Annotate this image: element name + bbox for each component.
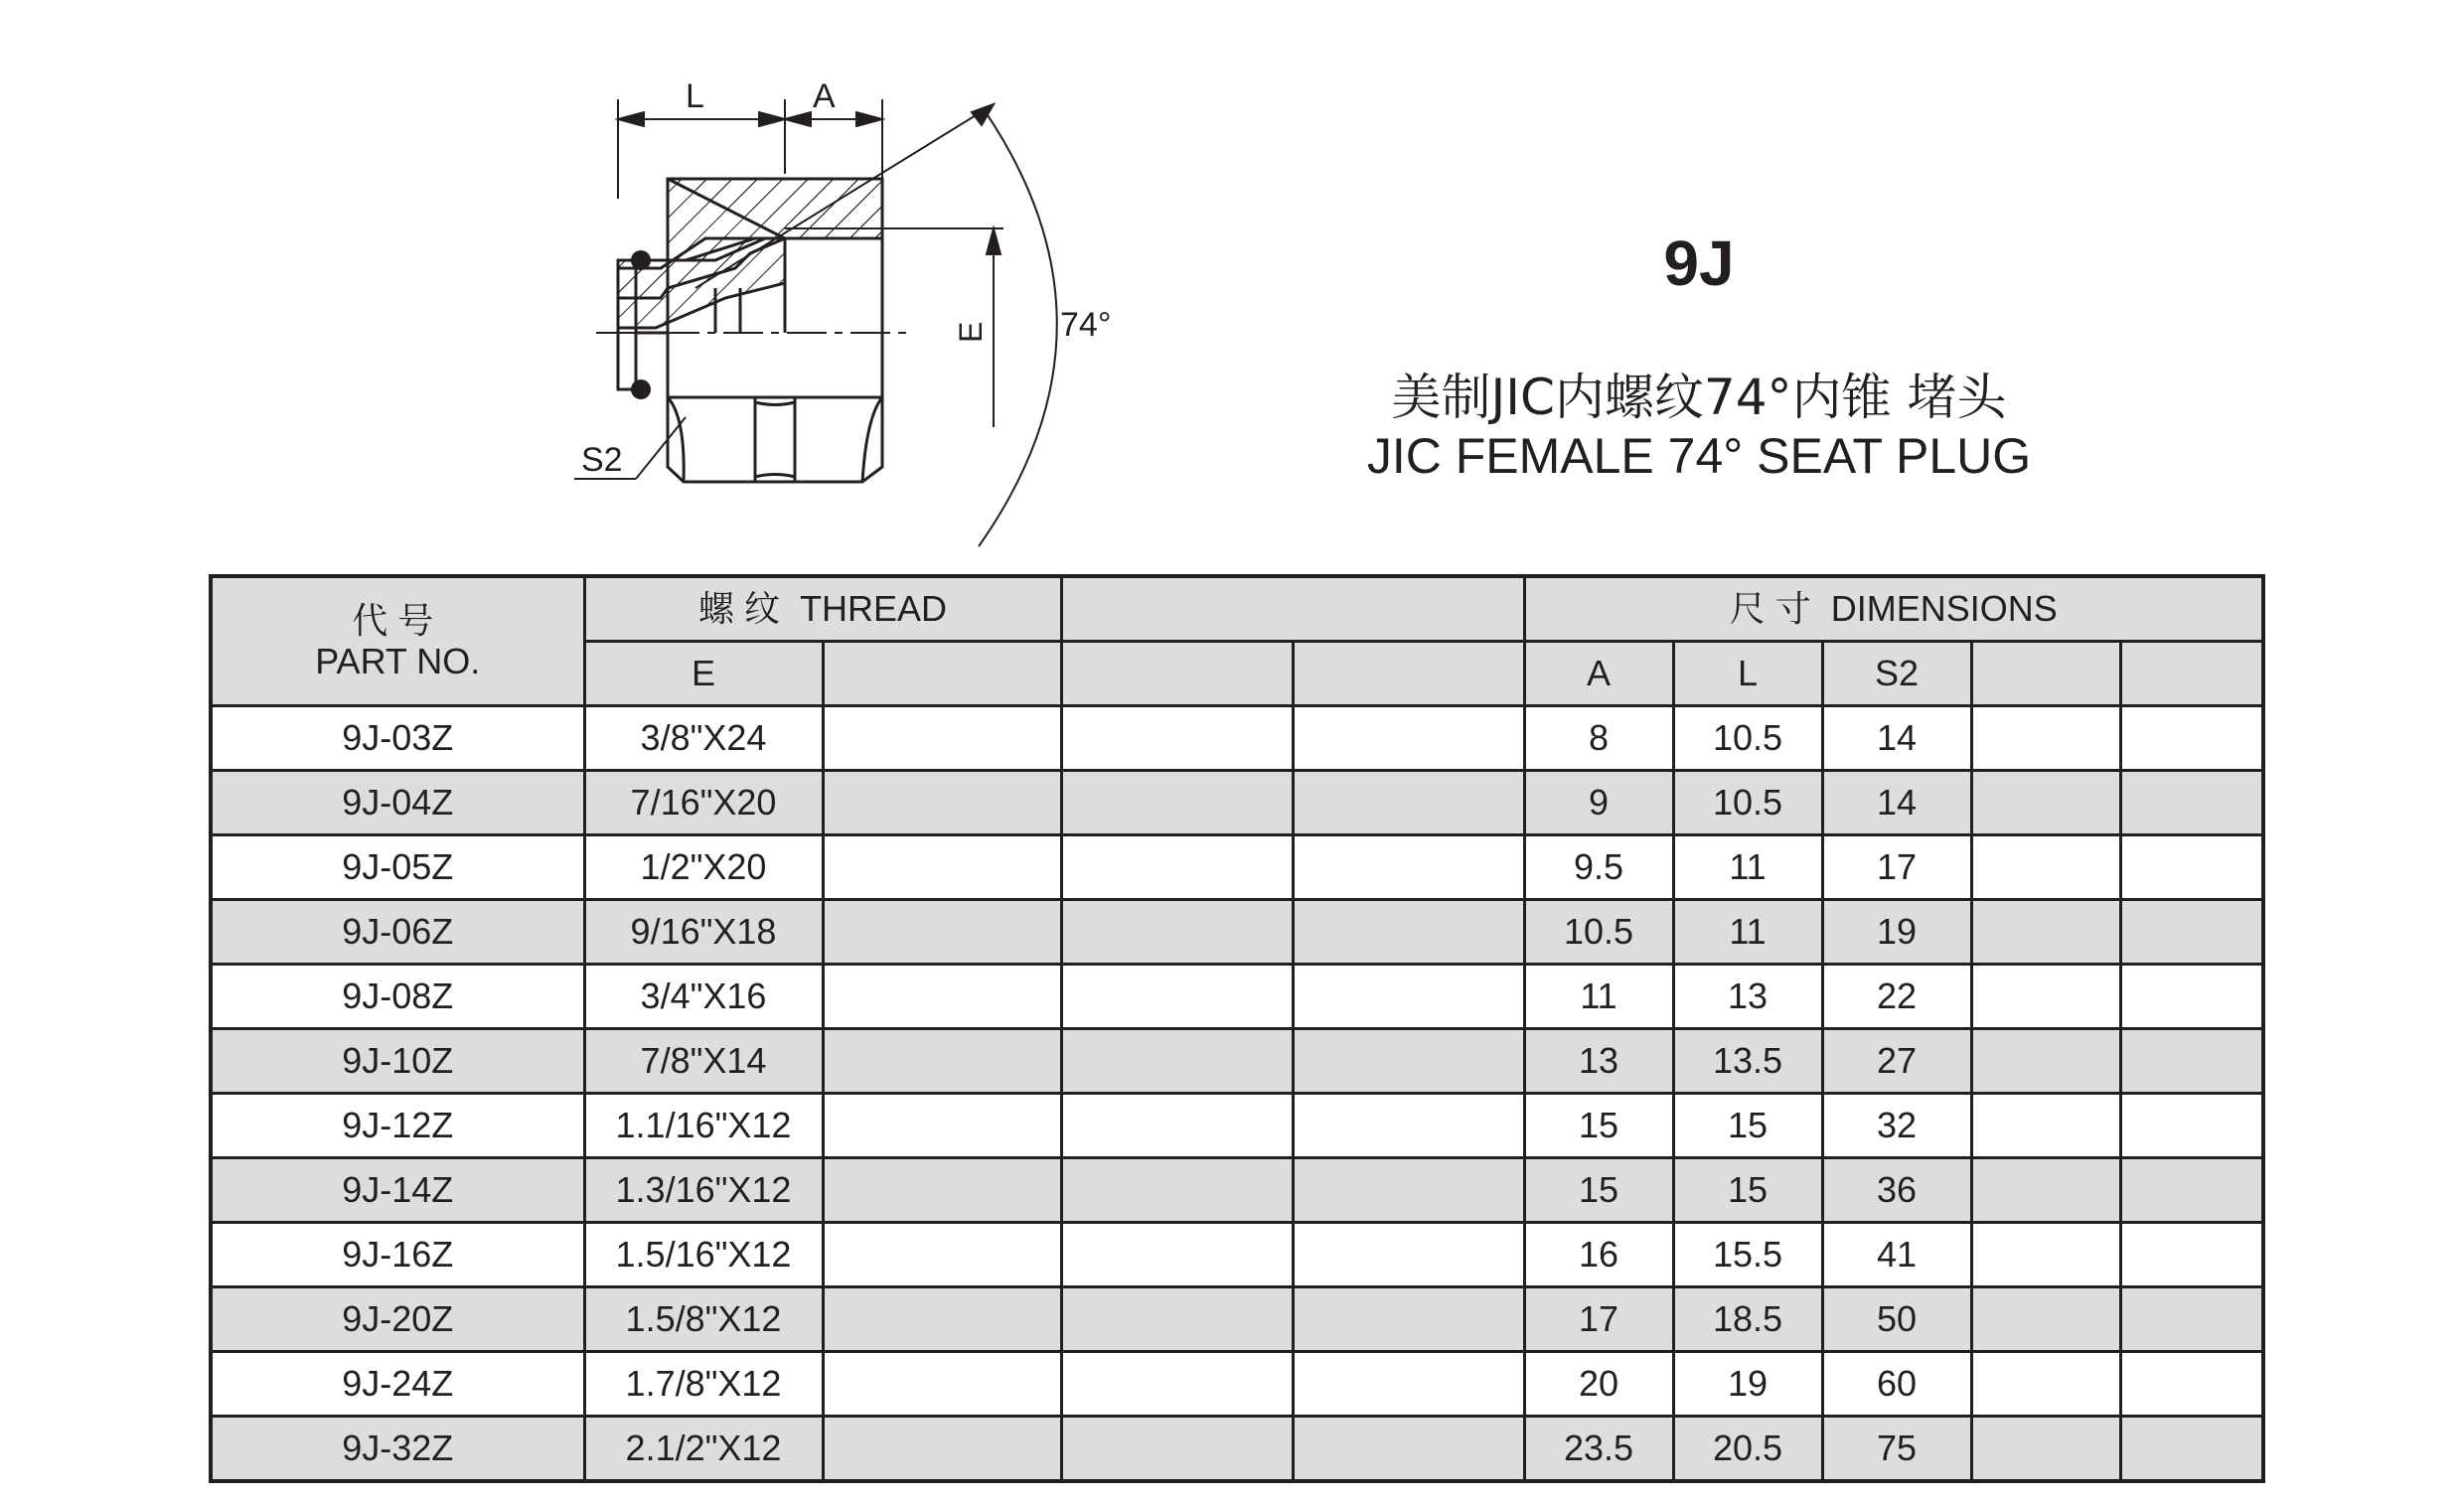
cell-thread-e: 7/16"X20 [584, 771, 823, 835]
cell-dim-a: 20 [1524, 1352, 1673, 1417]
specification-table [209, 574, 2265, 1483]
cell-dim-l: 15 [1673, 1158, 1822, 1223]
cell-blank [1061, 900, 1293, 965]
plug-body [618, 179, 882, 482]
label-a: A [813, 77, 836, 115]
cell-blank [1061, 1287, 1293, 1352]
label-l: L [686, 77, 704, 115]
cell-thread-e: 7/8"X14 [584, 1029, 823, 1094]
cell-blank [823, 1223, 1061, 1287]
cell-part-no: 9J-12Z [211, 1094, 584, 1158]
cell-dim-l: 10.5 [1673, 771, 1822, 835]
cell-blank [823, 1029, 1061, 1094]
cell-blank [2120, 1223, 2263, 1287]
header-part-no [211, 576, 584, 706]
header-thread-en: THREAD [800, 587, 948, 629]
cell-blank [823, 900, 1061, 965]
cell-part-no: 9J-08Z [211, 965, 584, 1029]
model-code: 9J [1663, 227, 1735, 299]
cell-thread-e: 3/4"X16 [584, 965, 823, 1029]
cell-blank [1293, 1158, 1524, 1223]
header-thread [584, 576, 1061, 642]
cell-blank [1971, 771, 2120, 835]
cell-blank [1061, 835, 1293, 900]
table-row [211, 1287, 2263, 1352]
label-angle: 74° [1060, 306, 1112, 344]
cell-blank [1061, 1223, 1293, 1287]
header-thread-cn: 螺纹 [697, 588, 790, 630]
label-e: E [953, 321, 989, 343]
cell-dim-s2: 22 [1822, 965, 1971, 1029]
cell-blank [2120, 1029, 2263, 1094]
cell-blank [2120, 1094, 2263, 1158]
table-row [211, 1352, 2263, 1417]
cell-blank [1971, 1223, 2120, 1287]
label-s2: S2 [581, 441, 623, 479]
header-col-blank-1 [823, 642, 1061, 706]
cell-dim-a: 16 [1524, 1223, 1673, 1287]
cell-blank [2120, 835, 2263, 900]
cell-part-no: 9J-14Z [211, 1158, 584, 1223]
cell-dim-s2: 60 [1822, 1352, 1971, 1417]
cell-thread-e: 1.3/16"X12 [584, 1158, 823, 1223]
cell-dim-l: 19 [1673, 1352, 1822, 1417]
o-ring-top [631, 250, 651, 270]
header-col-a: A [1524, 642, 1673, 706]
cell-blank [1061, 1029, 1293, 1094]
cell-blank [1971, 1352, 2120, 1417]
cell-blank [2120, 1158, 2263, 1223]
cell-part-no: 9J-16Z [211, 1223, 584, 1287]
cell-blank [1061, 706, 1293, 771]
cell-dim-l: 15 [1673, 1094, 1822, 1158]
cell-blank [1971, 1417, 2120, 1482]
header-row-top [211, 576, 2263, 642]
cell-blank [1061, 1094, 1293, 1158]
cell-blank [2120, 771, 2263, 835]
cell-dim-s2: 32 [1822, 1094, 1971, 1158]
header-col-blank-2 [1061, 642, 1293, 706]
table-row [211, 835, 2263, 900]
header-col-blank-4 [1971, 642, 2120, 706]
cell-blank [1061, 1352, 1293, 1417]
cell-dim-l: 11 [1673, 835, 1822, 900]
cell-dim-a: 17 [1524, 1287, 1673, 1352]
cell-thread-e: 1.7/8"X12 [584, 1352, 823, 1417]
cell-thread-e: 1.5/16"X12 [584, 1223, 823, 1287]
cell-thread-e: 3/8"X24 [584, 706, 823, 771]
cell-thread-e: 1.5/8"X12 [584, 1287, 823, 1352]
header-col-blank-5 [2120, 642, 2263, 706]
header-col-e: E [584, 642, 823, 706]
cell-dim-a: 15 [1524, 1094, 1673, 1158]
cell-part-no: 9J-03Z [211, 706, 584, 771]
cell-dim-a: 23.5 [1524, 1417, 1673, 1482]
cell-dim-s2: 17 [1822, 835, 1971, 900]
cell-blank [1293, 1094, 1524, 1158]
cell-blank [1061, 965, 1293, 1029]
cell-dim-a: 11 [1524, 965, 1673, 1029]
cell-dim-l: 13.5 [1673, 1029, 1822, 1094]
table-row [211, 706, 2263, 771]
cell-part-no: 9J-10Z [211, 1029, 584, 1094]
header-col-blank-3 [1293, 642, 1524, 706]
header-dimensions-en: DIMENSIONS [1830, 587, 2058, 629]
cell-thread-e: 2.1/2"X12 [584, 1417, 823, 1482]
cell-blank [1293, 1223, 1524, 1287]
cell-blank [1293, 771, 1524, 835]
cell-blank [823, 1417, 1061, 1482]
table-row [211, 965, 2263, 1029]
header-col-l: L [1673, 642, 1822, 706]
cell-dim-l: 20.5 [1673, 1417, 1822, 1482]
cell-blank [1971, 965, 2120, 1029]
cell-dim-s2: 14 [1822, 706, 1971, 771]
cell-blank [1971, 1094, 2120, 1158]
cell-blank [1293, 706, 1524, 771]
cell-thread-e: 1/2"X20 [584, 835, 823, 900]
cell-blank [823, 1094, 1061, 1158]
cell-blank [823, 1158, 1061, 1223]
cell-blank [823, 835, 1061, 900]
table-row [211, 1158, 2263, 1223]
title-english: JIC FEMALE 74° SEAT PLUG [1366, 428, 2032, 484]
table-row [211, 900, 2263, 965]
cell-blank [2120, 965, 2263, 1029]
cell-blank [1971, 900, 2120, 965]
cell-blank [1293, 900, 1524, 965]
table-row [211, 1417, 2263, 1482]
cell-dim-a: 13 [1524, 1029, 1673, 1094]
cell-blank [1293, 965, 1524, 1029]
cell-dim-l: 11 [1673, 900, 1822, 965]
table-row [211, 1029, 2263, 1094]
table-row [211, 1094, 2263, 1158]
title-chinese: 美制JIC内螺纹74°内锥 堵头 [1391, 369, 2007, 426]
angle-indicator [695, 104, 1057, 546]
cell-thread-e: 9/16"X18 [584, 900, 823, 965]
cell-part-no: 9J-32Z [211, 1417, 584, 1482]
cell-blank [2120, 706, 2263, 771]
header-dimensions-cn: 尺寸 [1729, 588, 1821, 630]
cell-dim-a: 10.5 [1524, 900, 1673, 965]
cell-part-no: 9J-05Z [211, 835, 584, 900]
header-part-no-cn: 代号 [352, 600, 444, 642]
cell-dim-s2: 41 [1822, 1223, 1971, 1287]
o-ring-bottom [631, 379, 651, 399]
cell-dim-s2: 27 [1822, 1029, 1971, 1094]
cell-part-no: 9J-04Z [211, 771, 584, 835]
cell-dim-a: 9.5 [1524, 835, 1673, 900]
cell-blank [823, 1352, 1061, 1417]
header-col-s2: S2 [1822, 642, 1971, 706]
cell-dim-s2: 14 [1822, 771, 1971, 835]
table-row [211, 771, 2263, 835]
header-blank [1061, 576, 1524, 642]
cell-blank [2120, 900, 2263, 965]
cell-blank [1971, 1287, 2120, 1352]
cell-blank [823, 1287, 1061, 1352]
cell-blank [1971, 1029, 2120, 1094]
cell-dim-a: 9 [1524, 771, 1673, 835]
table-body [211, 706, 2263, 1482]
cell-blank [1061, 1417, 1293, 1482]
cell-blank [1293, 1352, 1524, 1417]
cell-part-no: 9J-24Z [211, 1352, 584, 1417]
cell-blank [823, 965, 1061, 1029]
cell-blank [2120, 1352, 2263, 1417]
cell-thread-e: 1.1/16"X12 [584, 1094, 823, 1158]
cell-blank [1061, 771, 1293, 835]
cell-dim-a: 15 [1524, 1158, 1673, 1223]
cell-dim-l: 10.5 [1673, 706, 1822, 771]
cell-blank [1061, 1158, 1293, 1223]
cell-dim-s2: 75 [1822, 1417, 1971, 1482]
cell-blank [2120, 1417, 2263, 1482]
header-dimensions [1524, 576, 2263, 642]
cell-dim-l: 18.5 [1673, 1287, 1822, 1352]
cell-dim-a: 8 [1524, 706, 1673, 771]
cell-dim-l: 13 [1673, 965, 1822, 1029]
cell-blank [1293, 1417, 1524, 1482]
cell-dim-l: 15.5 [1673, 1223, 1822, 1287]
cell-blank [823, 706, 1061, 771]
table-row [211, 1223, 2263, 1287]
cell-blank [1971, 1158, 2120, 1223]
cell-dim-s2: 36 [1822, 1158, 1971, 1223]
cell-blank [1293, 1287, 1524, 1352]
cell-blank [1971, 706, 2120, 771]
cell-blank [1293, 835, 1524, 900]
cell-dim-s2: 19 [1822, 900, 1971, 965]
cell-blank [823, 771, 1061, 835]
cell-dim-s2: 50 [1822, 1287, 1971, 1352]
cell-blank [1971, 835, 2120, 900]
cell-blank [2120, 1287, 2263, 1352]
cell-part-no: 9J-06Z [211, 900, 584, 965]
cell-blank [1293, 1029, 1524, 1094]
cell-part-no: 9J-20Z [211, 1287, 584, 1352]
header-part-no-en: PART NO. [315, 640, 481, 681]
